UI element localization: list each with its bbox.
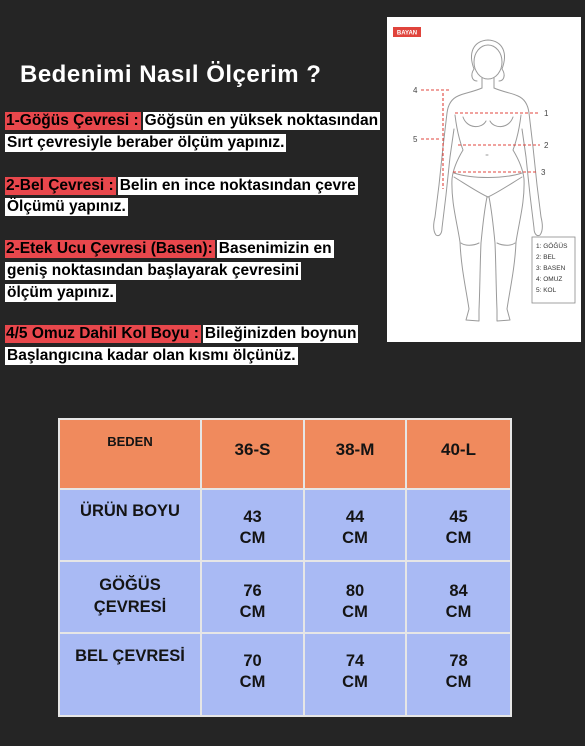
cell-unit: CM xyxy=(445,673,472,691)
figure-left-arm xyxy=(434,88,482,236)
instruction-text: geniş noktasından başlayarak çevresini xyxy=(7,262,300,279)
figure-head xyxy=(474,45,502,79)
legend-item: 3: BASEN xyxy=(536,265,566,272)
instruction-arm xyxy=(5,325,358,343)
instruction-hip-continued xyxy=(5,284,116,302)
legend-item: 2: BEL xyxy=(536,254,556,261)
table-cell xyxy=(304,633,406,716)
instruction-waist-continued xyxy=(5,198,128,216)
instruction-text: ölçüm yapınız. xyxy=(7,284,114,301)
cell-unit: CM xyxy=(239,603,266,621)
row-label-text: ÜRÜN BOYU xyxy=(80,502,180,520)
legend-item: 5: KOL xyxy=(536,287,557,294)
cell-unit: CM xyxy=(342,673,368,691)
body-diagram xyxy=(387,17,581,342)
instruction-chest-continued xyxy=(5,134,286,152)
row-label xyxy=(59,489,201,561)
figure-hair xyxy=(472,40,505,81)
header-size-40-l: 40-L xyxy=(406,419,511,489)
figure-bust xyxy=(463,117,513,127)
table-row-chest xyxy=(59,561,511,633)
instruction-text: Basenimizin en xyxy=(218,240,332,257)
table-cell xyxy=(201,561,304,633)
marker-chest: 1 xyxy=(544,109,549,118)
marker-hip: 3 xyxy=(541,168,546,177)
marker-shoulder: 4 xyxy=(413,86,418,95)
header-size-label: BEDEN xyxy=(59,419,201,489)
instruction-label-chest: 1-Göğüs Çevresi : xyxy=(6,112,139,129)
figure-right-arm xyxy=(494,88,542,236)
body-outline xyxy=(434,40,543,321)
cell-value: 70 xyxy=(243,652,262,670)
header-size-38-m: 38-M xyxy=(304,419,406,489)
figure-right-side xyxy=(489,115,524,321)
cell-value: 74 xyxy=(345,652,365,670)
instruction-text: Ölçümü yapınız. xyxy=(7,198,126,215)
figure-tag-text: BAYAN xyxy=(396,30,418,37)
instruction-label-hip: 2-Etek Ucu Çevresi (Basen): xyxy=(6,240,213,257)
cell-value: 76 xyxy=(243,582,262,600)
instruction-label-waist: 2-Bel Çevresi : xyxy=(6,177,114,194)
table-cell xyxy=(304,489,406,561)
row-label xyxy=(59,561,201,633)
row-label xyxy=(59,633,201,716)
cell-value: 84 xyxy=(449,582,468,600)
table-cell xyxy=(201,633,304,716)
instruction-text: Göğsün en yüksek noktasından xyxy=(144,112,379,129)
instruction-hip-continued xyxy=(5,262,301,280)
instruction-chest xyxy=(5,112,380,130)
cell-value: 43 xyxy=(243,508,262,526)
cell-unit: CM xyxy=(239,529,266,547)
table-cell xyxy=(406,561,511,633)
cell-unit: CM xyxy=(239,673,266,691)
legend-item: 1: GÖĞÜS xyxy=(536,243,568,250)
instruction-text: Sırt çevresiyle beraber ölçüm yapınız. xyxy=(7,134,285,151)
cell-value: 44 xyxy=(345,508,365,526)
table-cell xyxy=(201,489,304,561)
header-size-36-s: 36-S xyxy=(201,419,304,489)
table-cell xyxy=(406,489,511,561)
table-cell xyxy=(304,561,406,633)
cell-value: 78 xyxy=(449,652,468,670)
cell-value: 45 xyxy=(449,508,468,526)
row-label-text: GÖĞÜS xyxy=(99,576,161,594)
instruction-text: Bileğinizden boynun xyxy=(204,325,357,342)
size-table-header-row xyxy=(59,419,511,489)
instruction-text: Başlangıcına kadar olan kısmı ölçünüz. xyxy=(7,347,296,364)
figure-underwear xyxy=(454,173,522,197)
instruction-waist xyxy=(5,177,358,195)
legend-item: 4: OMUZ xyxy=(536,276,563,283)
cell-unit: CM xyxy=(342,529,368,547)
cell-unit: CM xyxy=(445,603,472,621)
instruction-hip xyxy=(5,240,334,258)
instruction-arm-continued xyxy=(5,347,298,365)
instruction-label-arm: 4/5 Omuz Dahil Kol Boyu : xyxy=(6,325,199,342)
cell-value: 80 xyxy=(345,582,365,600)
table-cell xyxy=(406,633,511,716)
size-table xyxy=(58,418,512,717)
page-title: Bedenimi Nasıl Ölçerim ? xyxy=(20,61,322,88)
row-label-text: BEL ÇEVRESİ xyxy=(75,647,185,665)
figure-left-side xyxy=(452,115,487,321)
table-row-product-length xyxy=(59,489,511,561)
marker-waist: 2 xyxy=(544,141,549,150)
figure-knees xyxy=(461,243,515,245)
cell-unit: CM xyxy=(342,603,368,621)
row-label-text: ÇEVRESİ xyxy=(93,598,167,616)
cell-unit: CM xyxy=(445,529,472,547)
table-row-waist xyxy=(59,633,511,716)
marker-arm: 5 xyxy=(413,135,418,144)
measurement-figure xyxy=(387,17,581,342)
instruction-text: Belin en ince noktasından çevre xyxy=(119,177,356,194)
